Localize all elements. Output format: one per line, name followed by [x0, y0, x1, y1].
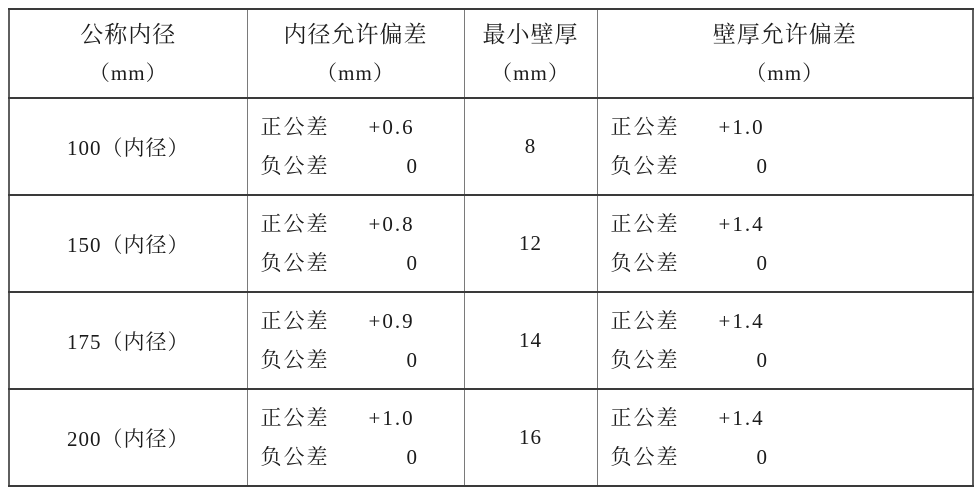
wall-tolerance-cell [597, 292, 973, 389]
negative-tolerance-label: 负公差 [610, 444, 680, 469]
positive-tolerance-label: 正公差 [260, 115, 330, 140]
negative-tolerance-label: 负公差 [260, 444, 330, 469]
negative-tolerance-label: 负公差 [610, 153, 680, 178]
id-tolerance-cell [247, 389, 464, 486]
min-wall-cell: 14 [464, 292, 597, 389]
negative-tolerance-line [261, 348, 464, 372]
positive-tolerance-value: +1.0 [368, 406, 415, 431]
min-wall-cell: 8 [464, 98, 597, 195]
nominal-diameter-cell: 200（内径） [9, 389, 247, 486]
positive-tolerance-value: +0.6 [368, 115, 415, 140]
header-wall-tolerance [597, 9, 973, 98]
negative-tolerance-label: 负公差 [260, 153, 330, 178]
negative-tolerance-label: 负公差 [610, 347, 680, 372]
negative-tolerance-line [611, 348, 973, 372]
header-min-wall [464, 9, 597, 98]
header-wall-tolerance-unit: （mm） [745, 61, 825, 86]
table-row [9, 389, 973, 486]
positive-tolerance-label: 正公差 [610, 115, 680, 140]
negative-tolerance-label: 负公差 [260, 347, 330, 372]
header-id-tolerance-unit: （mm） [316, 61, 395, 86]
positive-tolerance-value: +0.9 [368, 309, 415, 334]
header-wall-tolerance-title: 壁厚允许偏差 [712, 21, 857, 47]
negative-tolerance-value: 0 [406, 153, 419, 178]
spec-table [8, 8, 974, 487]
positive-tolerance-label: 正公差 [610, 406, 680, 431]
negative-tolerance-value: 0 [756, 153, 769, 178]
negative-tolerance-value: 0 [406, 347, 419, 372]
id-tolerance-cell [247, 292, 464, 389]
positive-tolerance-line [611, 115, 973, 139]
negative-tolerance-line [261, 445, 464, 469]
header-min-wall-title: 最小壁厚 [482, 21, 579, 47]
positive-tolerance-line [611, 309, 973, 333]
positive-tolerance-line [261, 309, 464, 333]
negative-tolerance-line [611, 251, 973, 275]
min-wall-cell: 12 [464, 195, 597, 292]
positive-tolerance-label: 正公差 [260, 406, 330, 431]
positive-tolerance-value: +1.4 [718, 406, 765, 431]
wall-tolerance-cell [597, 389, 973, 486]
nominal-diameter-cell: 150（内径） [9, 195, 247, 292]
header-nominal-diameter [9, 9, 247, 98]
header-min-wall-unit: （mm） [491, 61, 570, 86]
min-wall-cell: 16 [464, 389, 597, 486]
negative-tolerance-line [611, 445, 973, 469]
negative-tolerance-value: 0 [756, 347, 769, 372]
negative-tolerance-value: 0 [406, 250, 419, 275]
positive-tolerance-line [261, 406, 464, 430]
positive-tolerance-value: +1.0 [718, 115, 765, 140]
positive-tolerance-label: 正公差 [610, 212, 680, 237]
negative-tolerance-label: 负公差 [260, 250, 330, 275]
wall-tolerance-cell [597, 98, 973, 195]
table-row [9, 292, 973, 389]
id-tolerance-cell [247, 98, 464, 195]
negative-tolerance-value: 0 [756, 444, 769, 469]
table-row [9, 195, 973, 292]
positive-tolerance-line [611, 212, 973, 236]
header-id-tolerance-title: 内径允许偏差 [283, 21, 428, 47]
negative-tolerance-value: 0 [756, 250, 769, 275]
header-nominal-diameter-unit: （mm） [88, 61, 168, 86]
header-nominal-diameter-title: 公称内径 [80, 21, 177, 47]
nominal-diameter-cell: 175（内径） [9, 292, 247, 389]
positive-tolerance-value: +1.4 [718, 212, 765, 237]
nominal-diameter-cell: 100（内径） [9, 98, 247, 195]
table-row [9, 98, 973, 195]
wall-tolerance-cell [597, 195, 973, 292]
positive-tolerance-line [611, 406, 973, 430]
negative-tolerance-line [611, 154, 973, 178]
positive-tolerance-value: +0.8 [368, 212, 415, 237]
positive-tolerance-label: 正公差 [260, 212, 330, 237]
positive-tolerance-line [261, 115, 464, 139]
header-id-tolerance [247, 9, 464, 98]
table-header-row [9, 9, 973, 98]
positive-tolerance-line [261, 212, 464, 236]
negative-tolerance-value: 0 [406, 444, 419, 469]
positive-tolerance-label: 正公差 [610, 309, 680, 334]
negative-tolerance-label: 负公差 [610, 250, 680, 275]
id-tolerance-cell [247, 195, 464, 292]
negative-tolerance-line [261, 154, 464, 178]
negative-tolerance-line [261, 251, 464, 275]
positive-tolerance-value: +1.4 [718, 309, 765, 334]
positive-tolerance-label: 正公差 [260, 309, 330, 334]
